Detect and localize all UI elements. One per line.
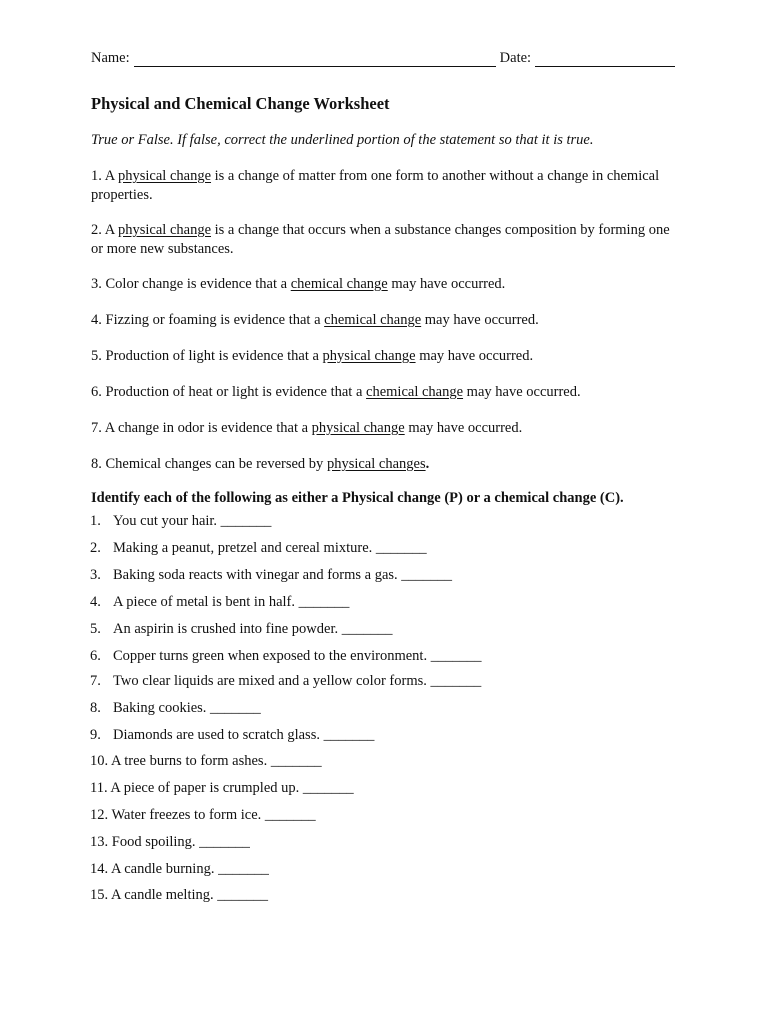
tf-underlined: chemical change <box>366 384 464 400</box>
tf-text: 1. A <box>91 168 118 184</box>
item-text: A piece of metal is bent in half. _______ <box>113 594 350 610</box>
identify-item-10 <box>90 752 322 770</box>
item-number: 14. <box>90 861 109 877</box>
tf-underlined: physical changes <box>326 456 426 472</box>
item-text: Baking cookies. _______ <box>113 700 261 716</box>
identify-item-1 <box>90 512 271 530</box>
tf-question-3 <box>91 275 681 294</box>
tf-underlined: physical change <box>118 222 212 238</box>
item-text: A candle melting. _______ <box>110 887 269 903</box>
tf-text: 2. A <box>91 222 118 238</box>
identify-item-14 <box>90 860 269 878</box>
item-number: 9. <box>90 727 101 743</box>
item-text: A candle burning. _______ <box>110 861 269 877</box>
item-text: Diamonds are used to scratch glass. _______ <box>113 727 375 743</box>
item-number: 11. <box>90 780 108 796</box>
item-number: 8. <box>90 700 101 716</box>
tf-text: may have occurred. <box>387 276 506 292</box>
identify-item-3 <box>90 566 452 584</box>
name-field[interactable] <box>134 51 496 67</box>
item-number: 10. <box>90 753 109 769</box>
tf-question-7 <box>91 419 681 438</box>
tf-text: 6. Production of heat or light is evidence that a <box>91 384 367 400</box>
item-text: Water freezes to form ice. _______ <box>111 807 316 823</box>
name-label: Name: <box>91 50 130 66</box>
item-number: 1. <box>90 513 101 529</box>
item-text: Copper turns green when exposed to the environment. _______ <box>113 648 482 664</box>
identify-item-12 <box>90 806 316 824</box>
tf-text: may have occurred. <box>404 420 523 436</box>
identify-item-15 <box>90 886 268 904</box>
item-text: Baking soda reacts with vinegar and forms a gas. _______ <box>113 567 453 583</box>
date-field[interactable] <box>535 51 675 67</box>
tf-text: is a change that occurs when a substance changes composition by forming one or more new substances. <box>91 222 670 257</box>
identify-item-2 <box>90 539 427 557</box>
tf-text: may have occurred. <box>421 312 539 328</box>
tf-text: 3. Color change is evidence that a <box>91 276 291 292</box>
date-label: Date: <box>499 50 532 66</box>
tf-text: is a change of matter from one form to another without a change in chemical properties. <box>91 168 660 203</box>
tf-question-5 <box>91 347 681 366</box>
identify-item-11 <box>90 779 354 797</box>
identify-item-6 <box>90 647 481 665</box>
instructions: True or False. If false, correct the underlined portion of the statement so that it is true. <box>91 132 594 148</box>
tf-question-2 <box>91 221 681 258</box>
tf-question-1 <box>91 167 681 204</box>
item-number: 13. <box>90 834 109 850</box>
tf-question-8 <box>91 455 681 474</box>
identify-item-7 <box>90 672 481 690</box>
tf-text: 8. Chemical changes can be reversed by <box>91 456 327 472</box>
item-number: 5. <box>90 621 101 637</box>
tf-underlined: chemical change <box>324 312 422 328</box>
identify-item-8 <box>90 699 261 717</box>
identify-item-13 <box>90 833 250 851</box>
item-text: A tree burns to form ashes. _______ <box>110 753 322 769</box>
identify-item-9 <box>90 726 374 744</box>
section2-heading: Identify each of the following as either a Physical change (P) or a chemical change (C). <box>91 490 624 506</box>
item-text: Making a peanut, pretzel and cereal mixture. _______ <box>113 540 427 556</box>
item-number: 7. <box>90 673 101 689</box>
item-text: An aspirin is crushed into fine powder. _______ <box>113 621 393 637</box>
tf-text: 5. Production of light is evidence that a <box>91 348 323 364</box>
tf-underlined: physical change <box>118 168 212 184</box>
item-number: 4. <box>90 594 101 610</box>
item-number: 12. <box>90 807 109 823</box>
item-text: Two clear liquids are mixed and a yellow color forms. _______ <box>113 673 482 689</box>
tf-underlined: physical change <box>322 348 416 364</box>
identify-item-5 <box>90 620 393 638</box>
item-text: Food spoiling. _______ <box>111 834 250 850</box>
item-text: A piece of paper is crumpled up. _______ <box>110 780 354 796</box>
tf-text: may have occurred. <box>415 348 534 364</box>
identify-item-4 <box>90 593 349 611</box>
item-number: 6. <box>90 648 101 664</box>
tf-text: 7. A change in odor is evidence that a <box>91 420 312 436</box>
item-text: You cut your hair. _______ <box>113 513 272 529</box>
header-line <box>91 49 681 67</box>
tf-underlined: physical change <box>311 420 405 436</box>
item-number: 15. <box>90 887 109 903</box>
tf-question-4 <box>91 311 681 330</box>
tf-text: may have occurred. <box>463 384 581 400</box>
tf-text: 4. Fizzing or foaming is evidence that a <box>91 312 325 328</box>
item-number: 2. <box>90 540 101 556</box>
page-title: Physical and Chemical Change Worksheet <box>91 94 390 113</box>
item-number: 3. <box>90 567 101 583</box>
tf-text: . <box>425 456 430 472</box>
tf-underlined: chemical change <box>290 276 388 292</box>
tf-question-6 <box>91 383 681 402</box>
